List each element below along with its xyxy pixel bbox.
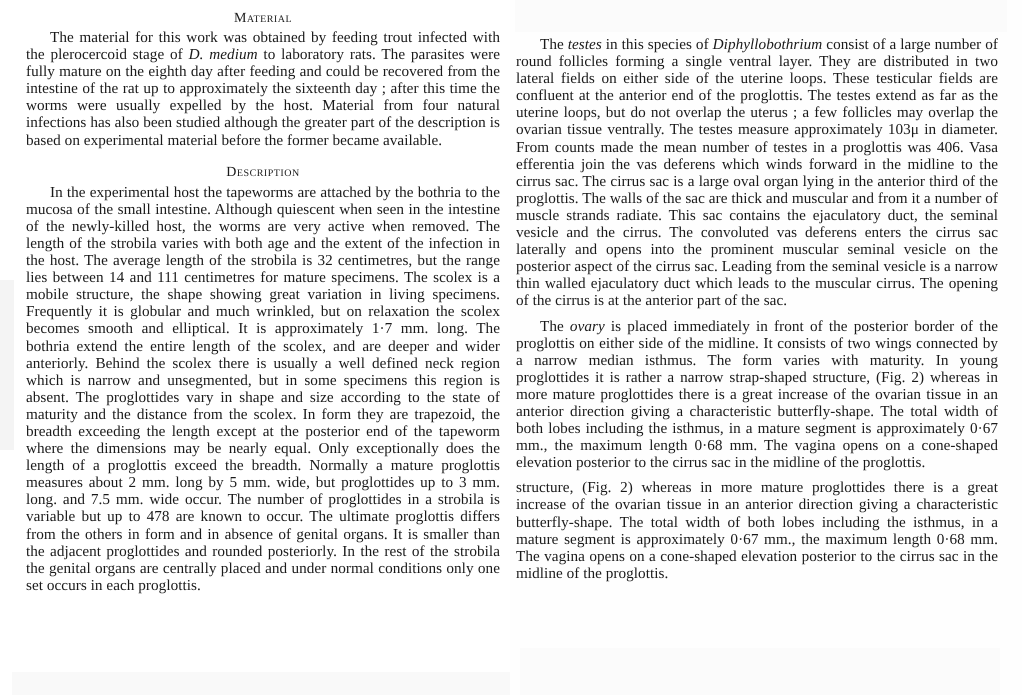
text-run: The bbox=[540, 36, 568, 53]
ovary-paragraph bbox=[516, 318, 998, 472]
section-heading-description: Description bbox=[226, 164, 300, 180]
section-heading-material: Material bbox=[233, 11, 293, 26]
term-italic: testes bbox=[567, 36, 602, 53]
testes-paragraph bbox=[516, 36, 998, 310]
scan-margin-band bbox=[515, 0, 1007, 32]
scan-margin-band bbox=[520, 648, 1000, 695]
genus-name-italic: Diphyllobothrium bbox=[712, 36, 823, 53]
text-run: consist of a large number of round follicles forming a single ventral layer. They are distributed in two lateral fields on either side of the uterine loops. These testicular fields are confluent at the anterior end of the proglottis. The testes extend as far as the uterine loops, but do not overlap the uterus ; a few follicles may overlap the ovarian tissue ventrally. The testes measure approximately 103μ in diameter. From counts made the mean number of testes in a proglottis was 406. Vasa efferentia join the vas deferens which winds forward in the midline to the cirrus sac. The cirrus sac is a large oval organ lying in the anterior third of the proglottis. The walls of the sac are thick and muscular and from it a number of muscle strands radiate. This sac contains the ejaculatory duct, the seminal vesicle and the cirrus. The convoluted vas deferens enters the cirrus sac laterally and opens into the prominent muscular seminal vesicle on the posterior aspect of the cirrus sac. Leading from the seminal vesicle is a narrow thin walled ejaculatory duct which leads to the muscular cirrus. The opening of the cirrus is at the anterior part of the sac. bbox=[516, 36, 998, 310]
term-italic: ovary bbox=[569, 317, 605, 335]
text-run: The material for this work was obtained by feeding trout infected with the plerocercoid stage of bbox=[26, 29, 500, 64]
description-paragraph: In the experimental host the tapeworms are attached by the bothria to the mucosa of the small intestine. Although quiescent when seen in the intestine of the newly-killed host, the worms are very active when removed. The length of the strobila varies with both age and the extent of the infection in the host. The average length of the strobila is 32 centimetres, but the range lies between 14 and 111 centimetres for mature specimens. The scolex is a mobile structure, the shape showing great variation in living specimens. Frequently it is globular and much wrinkled, but on relaxation the scolex becomes smooth and elliptical. It is approximately 1·7 mm. long. The bothria extend the entire length of the scolex, and are deeper and wider anteriorly. Behind the scolex there is usually a well defined neck region which is narrow and unsegmented, but in some specimens this region is absent. The proglottides vary in shape and size according to the state of maturity and the distance from the scolex. In form they are trapezoid, the breadth exceeding the length except at the posterior end of the tapeworm where the dimensions may be nearly equal. Only exceptionally does the length of a proglottis exceed the breadth. Normally a mature proglottis measures about 2 mm. long by 5 mm. wide, but proglottides up to 3 mm. long. and 7.5 mm. wide occur. The number of proglottides in a strobila is variable but up to 478 are known to occur. The ultimate proglottis differs from the others in form and in absence of genital organs. It is smaller than the adjacent proglottides and rounded posteriorly. In the rest of the strobila the genital organs are centrally placed and under normal conditions only one set occurs in each proglottis. bbox=[26, 183, 500, 594]
text-run: to laboratory rats. The parasites were fully mature on the eighth day after feeding and could be recovered from the intestine of the rat up to approximately the sixteenth day ; after this time the worms were usually expelled by the host. Material from four natural infections has also been studied although the greater part of the description is based on experimental material before the former became available. bbox=[26, 46, 500, 149]
right-text-column bbox=[516, 36, 998, 582]
scan-margin-band bbox=[0, 280, 14, 450]
repeated-ovary-fragment: structure, (Fig. 2) whereas in more mature proglottides there is a great increase of the ovarian tissue in an anterior direction giving a characteristic butterfly-shape. The total width of both lobes including the isthmus, in a mature segment is approximately 0·67 mm., the maximum length 0·68 mm. The vagina opens on a cone-shaped elevation posterior to the cirrus sac in the midline of the proglottis. bbox=[516, 479, 998, 582]
text-run: The bbox=[540, 317, 570, 335]
species-name-italic: D. medium bbox=[188, 46, 258, 64]
text-run: in this species of bbox=[601, 36, 713, 53]
left-text-column bbox=[26, 9, 500, 594]
text-run: is placed immediately in front of the posterior border of the proglottis on either side of the midline. It consists of two wings connected by a narrow median isthmus. The form varies with maturity. In young proglottides it is rather a narrow strap-shaped structure, (Fig. 2) whereas in more mature proglottides there is a great increase of the ovarian tissue in an anterior direction giving a characteristic butterfly-shape. The total width of both lobes including the isthmus, in a mature segment is approximately 0·67 mm., the maximum length 0·68 mm. The vagina opens on a cone-shaped elevation posterior to the cirrus sac in the midline of the proglottis. bbox=[516, 317, 998, 472]
scan-margin-band bbox=[12, 672, 510, 695]
material-paragraph bbox=[26, 29, 500, 149]
